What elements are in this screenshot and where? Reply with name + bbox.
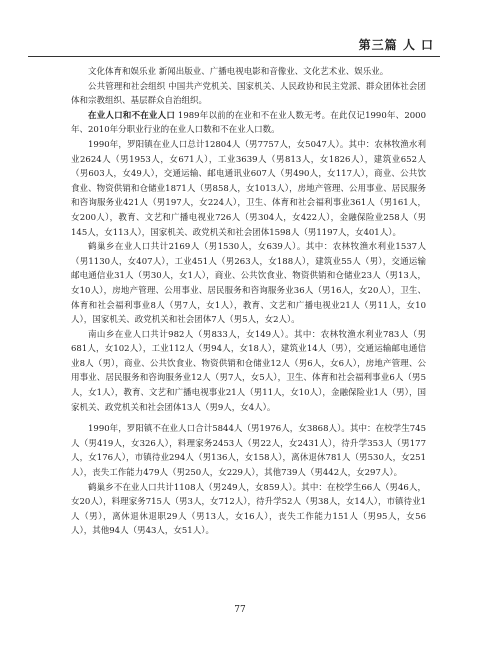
paragraph-luoyang-unemployed: 1990年，罗阳镇不在业人口合计5844人（男1976人，女3868人）。其中：在校学生745人（男419人，女326人），料理家务2453人（男22人，女2431人），待升学353人（男177人，女176人），市镇待业294人（男136人，女158人），离休退休781人（男530人，女251人），丧失工作能力479人（男250人，女229人），其他739人（男442人，女297人）。 [71,424,426,479]
header-rule [28,56,440,57]
paragraph-gap [71,415,426,422]
paragraph-hechao-employed: 鹤巢乡在业人口共计2169人（男1530人，女639人）。其中：农林牧渔水利业1537人（男1130人，女407人），工业451人（男263人，女188人），建筑业55人（男），交通运输邮电通信业31人（男30人，女1人），商业、公共饮食业、物资供销和仓储业23人（男13人，女10人），房地产管理、公用事业、居民服务和咨询服务业36人（男16人，女20人），卫生、体育和社会福利事业8人（男7人，女1人），教育、文艺和广播电视业21人（男11人，女10人），国家机关、政党机关和社会团体7人（男5人，女2人）。 [71,242,426,326]
body-text [71,65,426,539]
paragraph-luoyang-employed: 1990年，罗阳镇在业人口总计12804人（男7757人，女5047人）。其中：农林牧渔水利业2624人（男1953人，女671人），工业3639人（男813人，女1826人），建筑业652人（男603人，女49人），交通运输、邮电通讯业607人（男490人，女117人），商业、公共饮食业、物资供销和仓储业1871人（男858人，女1013人），房地产管理、公用事业、居民服务和咨询服务业421人（男197人，女224人），卫生、体育和社会福利事业361人（男161人，女200人），教育、文艺和广播电视业726人（男304人，女422人），金融保险业258人（男145人，女113人），国家机关、政党机关和社会团体1598人（男1197人，女401人）。 [71,139,426,238]
paragraph-culture-sports: 文化体育和娱乐业 新闻出版业、广播电视电影和音像业、文化艺术业、娱乐业。 [88,67,389,77]
paragraph-nanshan-employed: 南山乡在业人口共计982人（男833人，女149人）。其中：农林牧渔水利业783人（男681人，女102人），工业112人（男94人，女18人），建筑业14人（男），交通运输邮电通信业8人（男），商业、公共饮食业、物资供销和仓储业12人（男6人，女6人），房地产管理、公用事业、居民服务和咨询服务业12人（男7人，女5人），卫生、体育和社会福利事业6人（男5人，女1人），教育、文艺和广播电视事业21人（男11人，女10人），金融保险业1人（男），国家机关、政党机关和社会团体13人（男9人，女4人）。 [71,329,426,413]
chapter-title: 第三篇 人 口 [358,38,434,52]
paragraph-public-administration: 公共管理和社会组织 中国共产党机关、国家机关、人民政协和民主党派、群众团体社会团体和宗教组织、基层群众自治组织。 [71,81,426,107]
section-heading: 在业人口和不在业人口 [88,110,176,121]
paragraph-employment-intro [71,109,426,138]
running-header [28,36,440,54]
page-number: 77 [234,605,246,615]
section-intro-text: 1989年以前的在业和不在业人数无考。在此仅记1990年、2000年、2010年分职业行业的在业人口数和不在业人口数。 [71,110,426,136]
paragraph-hechao-unemployed: 鹤巢乡不在业人口共计1108人（男249人，女859人）。其中：在校学生66人（男46人，女20人），料理家务715人（男3人，女712人），待升学52人（男38人，女14人），市镇待业1人（男），离休退休退职29人（男13人，女16人），丧失工作能力151人（男95人，女56人），其他94人（男43人，女51人）。 [71,482,426,537]
